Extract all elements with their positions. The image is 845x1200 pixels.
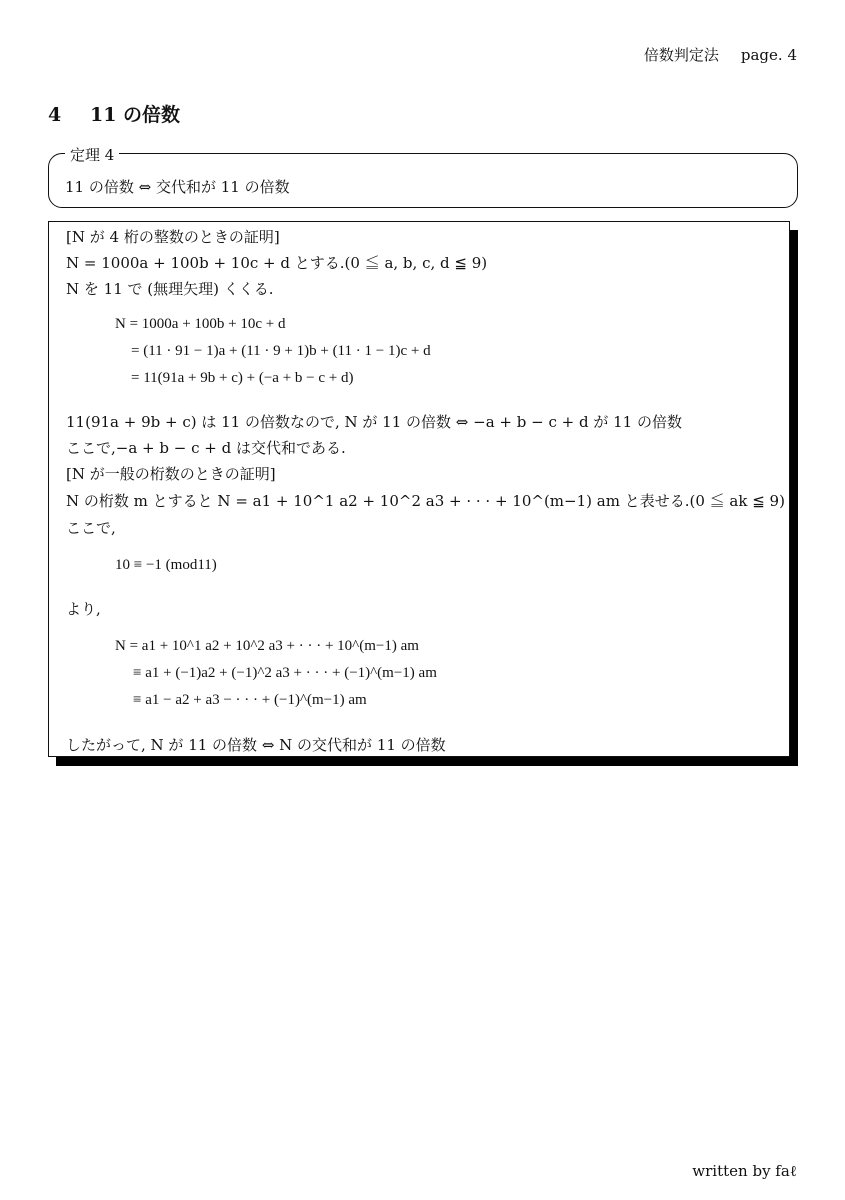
footer-author: written by faℓ (692, 1162, 797, 1180)
equation-line-1: N = 1000a + 100b + 10c + d (115, 316, 286, 332)
equation-line-2: = (11 · 91 − 1)a + (11 · 9 + 1)b + (11 · 1 − 1)c + d (131, 343, 431, 359)
proof-general-form: N の桁数 m とすると N = a1 + 10^1 a2 + 10^2 a3 + · · · + 10^(m−1) am と表せる.(0 ≦ ak ≦ 9) (66, 492, 785, 510)
proof-definition: N = 1000a + 100b + 10c + d とする.(0 ≦ a, b, c, d ≦ 9) (66, 254, 488, 272)
header-title: 倍数判定法 (643, 46, 719, 64)
proof-since: 11(91a + 9b + c) は 11 の倍数なので, N が 11 の倍数 ⇔ −a + b − c + d が 11 の倍数 (66, 413, 682, 431)
proof-heading-general: [N が一般の桁数のときの証明] (66, 465, 276, 483)
proof-conclusion: したがって, N が 11 の倍数 ⇔ N の交代和が 11 の倍数 (66, 736, 446, 754)
section-number: 4 (48, 104, 62, 126)
theorem-box (48, 146, 798, 208)
proof-therefore-from: より, (66, 600, 101, 618)
section-name: 11 の倍数 (90, 104, 181, 126)
proof-here: ここで, (66, 519, 116, 537)
equation-line-6: ≡ a1 − a2 + a3 − · · · + (−1)^(m−1) am (133, 692, 367, 708)
congruence: 10 ≡ −1 (mod11) (115, 557, 217, 573)
page-number: page. 4 (740, 46, 797, 64)
equation-line-5: ≡ a1 + (−1)a2 + (−1)^2 a3 + · · · + (−1)^(m−1) am (133, 665, 437, 681)
section-title (48, 100, 180, 127)
theorem-statement: 11 の倍数 ⇔ 交代和が 11 の倍数 (65, 178, 290, 196)
proof-box (48, 221, 790, 757)
equation-line-4: N = a1 + 10^1 a2 + 10^2 a3 + · · · + 10^(m−1) am (115, 638, 419, 654)
equation-line-3: = 11(91a + 9b + c) + (−a + b − c + d) (131, 370, 354, 386)
page-header (644, 44, 797, 65)
proof-heading-4digit: [N が 4 桁の整数のときの証明] (66, 228, 280, 246)
proof-alternating-sum: ここで,−a + b − c + d は交代和である. (66, 439, 346, 457)
theorem-title: 定理 4 (65, 144, 119, 165)
proof-factor-note: N を 11 で (無理矢理) くくる. (66, 280, 274, 298)
